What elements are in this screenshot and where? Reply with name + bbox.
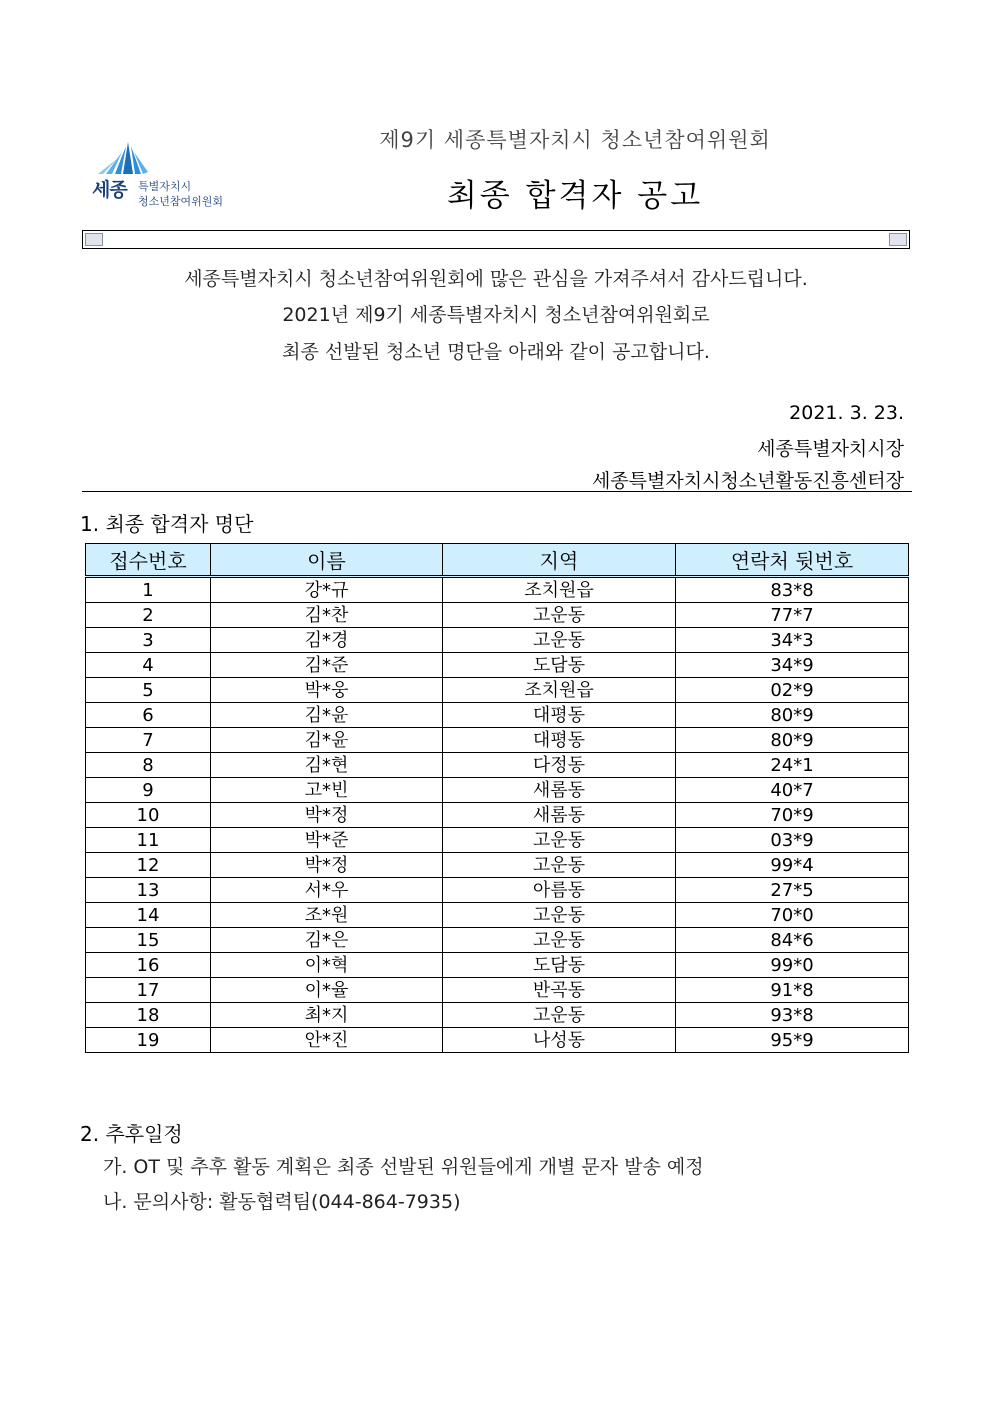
cell-name: 김*은 bbox=[211, 928, 443, 953]
cell-contact: 95*9 bbox=[676, 1028, 909, 1053]
cell-contact: 99*0 bbox=[676, 953, 909, 978]
intro-line-1: 세종특별자치시 청소년참여위원회에 많은 관심을 가져주셔서 감사드립니다. bbox=[184, 268, 808, 290]
divider-right-square bbox=[889, 233, 907, 246]
cell-number: 1 bbox=[86, 577, 211, 603]
cell-region: 반곡동 bbox=[443, 978, 676, 1003]
intro-line-2: 2021년 제9기 세종특별자치시 청소년참여위원회로 bbox=[282, 304, 710, 326]
table-row bbox=[86, 653, 909, 678]
cell-region: 고운동 bbox=[443, 603, 676, 628]
cell-contact: 80*9 bbox=[676, 703, 909, 728]
divider-left-square bbox=[85, 233, 103, 246]
cell-contact: 24*1 bbox=[676, 753, 909, 778]
cell-region: 고운동 bbox=[443, 903, 676, 928]
section-1-title: 1. 최종 합격자 명단 bbox=[80, 512, 254, 536]
cell-contact: 34*9 bbox=[676, 653, 909, 678]
cell-region: 도담동 bbox=[443, 953, 676, 978]
cell-contact: 99*4 bbox=[676, 853, 909, 878]
cell-number: 6 bbox=[86, 703, 211, 728]
table-row bbox=[86, 803, 909, 828]
cell-contact: 34*3 bbox=[676, 628, 909, 653]
logo-line2: 청소년참여위원회 bbox=[138, 195, 224, 208]
cell-number: 10 bbox=[86, 803, 211, 828]
cell-region: 대평동 bbox=[443, 728, 676, 753]
cell-name: 김*현 bbox=[211, 753, 443, 778]
cell-number: 18 bbox=[86, 1003, 211, 1028]
table-row bbox=[86, 978, 909, 1003]
cell-region: 고운동 bbox=[443, 628, 676, 653]
cell-region: 조치원읍 bbox=[443, 678, 676, 703]
cell-region: 다정동 bbox=[443, 753, 676, 778]
schedule-item-1: 가. OT 및 추후 활동 계획은 최종 선발된 위원들에게 개별 문자 발송 예정 bbox=[103, 1156, 704, 1178]
cell-region: 고운동 bbox=[443, 853, 676, 878]
page-subtitle: 제9기 세종특별자치시 청소년참여위원회 bbox=[379, 128, 771, 152]
issuer-2: 세종특별자치시청소년활동진흥센터장 bbox=[591, 470, 904, 492]
cell-region: 고운동 bbox=[443, 828, 676, 853]
col-header-contact: 연락처 뒷번호 bbox=[676, 544, 909, 577]
cell-number: 4 bbox=[86, 653, 211, 678]
col-header-name: 이름 bbox=[211, 544, 443, 577]
cell-name: 김*윤 bbox=[211, 703, 443, 728]
table-row bbox=[86, 953, 909, 978]
table-row bbox=[86, 853, 909, 878]
table-row bbox=[86, 628, 909, 653]
cell-name: 김*준 bbox=[211, 653, 443, 678]
table-row bbox=[86, 928, 909, 953]
cell-number: 15 bbox=[86, 928, 211, 953]
cell-contact: 03*9 bbox=[676, 828, 909, 853]
cell-contact: 70*9 bbox=[676, 803, 909, 828]
cell-region: 조치원읍 bbox=[443, 577, 676, 603]
section-2-title: 2. 추후일정 bbox=[80, 1122, 183, 1146]
cell-contact: 83*8 bbox=[676, 577, 909, 603]
cell-name: 최*지 bbox=[211, 1003, 443, 1028]
table-header-row bbox=[86, 544, 909, 577]
table-row bbox=[86, 603, 909, 628]
table-row bbox=[86, 828, 909, 853]
cell-number: 3 bbox=[86, 628, 211, 653]
cell-number: 17 bbox=[86, 978, 211, 1003]
cell-contact: 77*7 bbox=[676, 603, 909, 628]
table-row bbox=[86, 878, 909, 903]
cell-name: 조*원 bbox=[211, 903, 443, 928]
cell-name: 서*우 bbox=[211, 878, 443, 903]
cell-number: 11 bbox=[86, 828, 211, 853]
table-row bbox=[86, 728, 909, 753]
cell-contact: 91*8 bbox=[676, 978, 909, 1003]
table-row bbox=[86, 1003, 909, 1028]
cell-name: 박*정 bbox=[211, 853, 443, 878]
notice-date: 2021. 3. 23. bbox=[789, 402, 904, 424]
cell-number: 19 bbox=[86, 1028, 211, 1053]
cell-contact: 27*5 bbox=[676, 878, 909, 903]
cell-name: 고*빈 bbox=[211, 778, 443, 803]
col-header-region: 지역 bbox=[443, 544, 676, 577]
cell-contact: 93*8 bbox=[676, 1003, 909, 1028]
table-row bbox=[86, 903, 909, 928]
table-row bbox=[86, 778, 909, 803]
logo-line1: 특별자치시 bbox=[138, 180, 192, 193]
cell-number: 13 bbox=[86, 878, 211, 903]
intro-line-3: 최종 선발된 청소년 명단을 아래와 같이 공고합니다. bbox=[282, 341, 710, 363]
table-row bbox=[86, 678, 909, 703]
cell-name: 이*혁 bbox=[211, 953, 443, 978]
cell-name: 박*준 bbox=[211, 828, 443, 853]
cell-number: 16 bbox=[86, 953, 211, 978]
cell-number: 7 bbox=[86, 728, 211, 753]
cell-name: 박*웅 bbox=[211, 678, 443, 703]
table-row bbox=[86, 577, 909, 603]
cell-contact: 40*7 bbox=[676, 778, 909, 803]
cell-number: 8 bbox=[86, 753, 211, 778]
col-header-number: 접수번호 bbox=[86, 544, 211, 577]
signature-rule bbox=[82, 491, 912, 492]
cell-name: 이*율 bbox=[211, 978, 443, 1003]
cell-region: 고운동 bbox=[443, 1003, 676, 1028]
cell-name: 강*규 bbox=[211, 577, 443, 603]
table-row bbox=[86, 753, 909, 778]
cell-region: 도담동 bbox=[443, 653, 676, 678]
cell-number: 5 bbox=[86, 678, 211, 703]
cell-name: 박*정 bbox=[211, 803, 443, 828]
cell-contact: 70*0 bbox=[676, 903, 909, 928]
table-body bbox=[86, 577, 909, 1053]
cell-name: 김*경 bbox=[211, 628, 443, 653]
schedule-item-2: 나. 문의사항: 활동협력팀(044-864-7935) bbox=[103, 1191, 461, 1213]
cell-number: 2 bbox=[86, 603, 211, 628]
cell-region: 나성동 bbox=[443, 1028, 676, 1053]
cell-contact: 02*9 bbox=[676, 678, 909, 703]
cell-name: 김*윤 bbox=[211, 728, 443, 753]
cell-number: 14 bbox=[86, 903, 211, 928]
cell-region: 새롬동 bbox=[443, 803, 676, 828]
cell-name: 안*진 bbox=[211, 1028, 443, 1053]
table-row bbox=[86, 703, 909, 728]
cell-region: 대평동 bbox=[443, 703, 676, 728]
logo-main-text: 세종 bbox=[92, 179, 127, 201]
cell-region: 아름동 bbox=[443, 878, 676, 903]
title-divider bbox=[82, 230, 910, 249]
cell-region: 새롬동 bbox=[443, 778, 676, 803]
cell-region: 고운동 bbox=[443, 928, 676, 953]
page-title: 최종 합격자 공고 bbox=[446, 178, 704, 214]
cell-number: 9 bbox=[86, 778, 211, 803]
cell-contact: 84*6 bbox=[676, 928, 909, 953]
cell-contact: 80*9 bbox=[676, 728, 909, 753]
cell-name: 김*찬 bbox=[211, 603, 443, 628]
table-row bbox=[86, 1028, 909, 1053]
issuer-1: 세종특별자치시장 bbox=[757, 438, 904, 460]
cell-number: 12 bbox=[86, 853, 211, 878]
applicants-table bbox=[85, 543, 909, 1053]
